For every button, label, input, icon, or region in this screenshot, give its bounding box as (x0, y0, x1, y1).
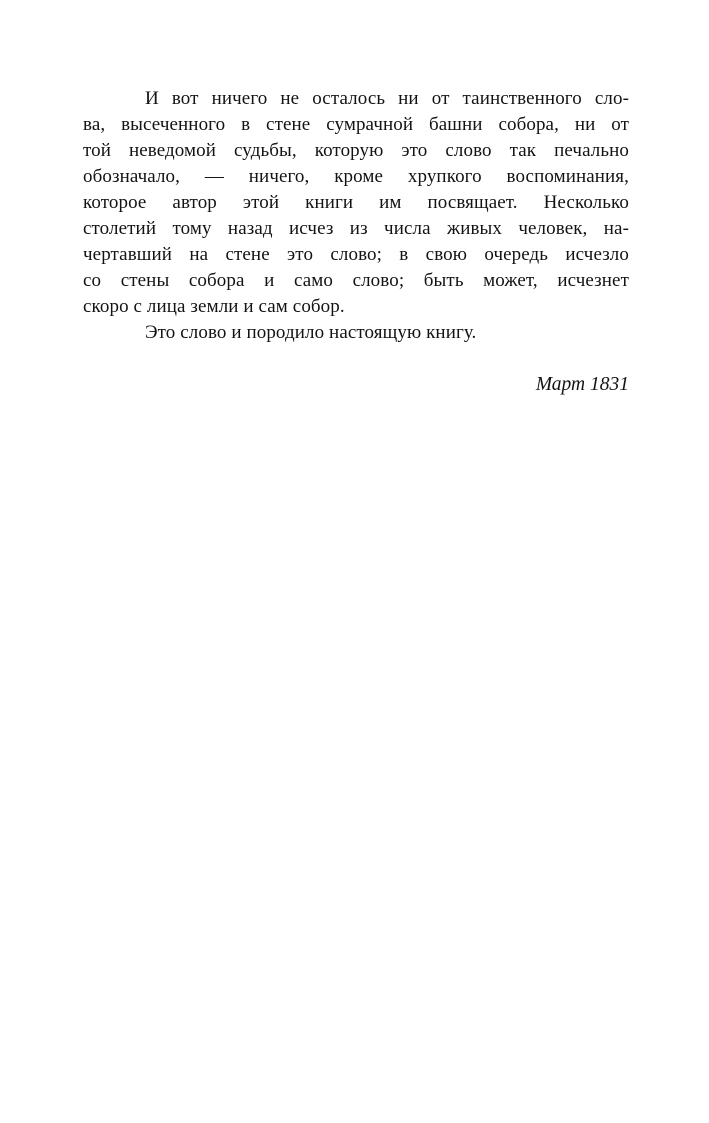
paragraph-1 (83, 86, 629, 320)
text-line: чертавший на стене это слово; в свою очередь исчезло (83, 244, 629, 265)
text-line: со стены собора и само слово; быть может, исчезнет (83, 270, 629, 291)
text-body (83, 86, 629, 398)
text-line: обозначало, — ничего, кроме хрупкого воспоминания, (83, 166, 629, 187)
text-line: столетий тому назад исчез из числа живых человек, на- (83, 218, 629, 239)
text-line: И вот ничего не осталось ни от таинственного сло- (145, 88, 629, 109)
text-line: той неведомой судьбы, которую это слово так печально (83, 140, 629, 161)
text-line: скоро с лица земли и сам собор. (83, 296, 345, 317)
text-line: которое автор этой книги им посвящает. Несколько (83, 192, 629, 213)
text-line: Это слово и породило настоящую книгу. (145, 322, 477, 343)
text-line: ва, высеченного в стене сумрачной башни собора, ни от (83, 114, 629, 135)
paragraph-2 (83, 320, 629, 346)
date-signature: Март 1831 (535, 374, 629, 395)
